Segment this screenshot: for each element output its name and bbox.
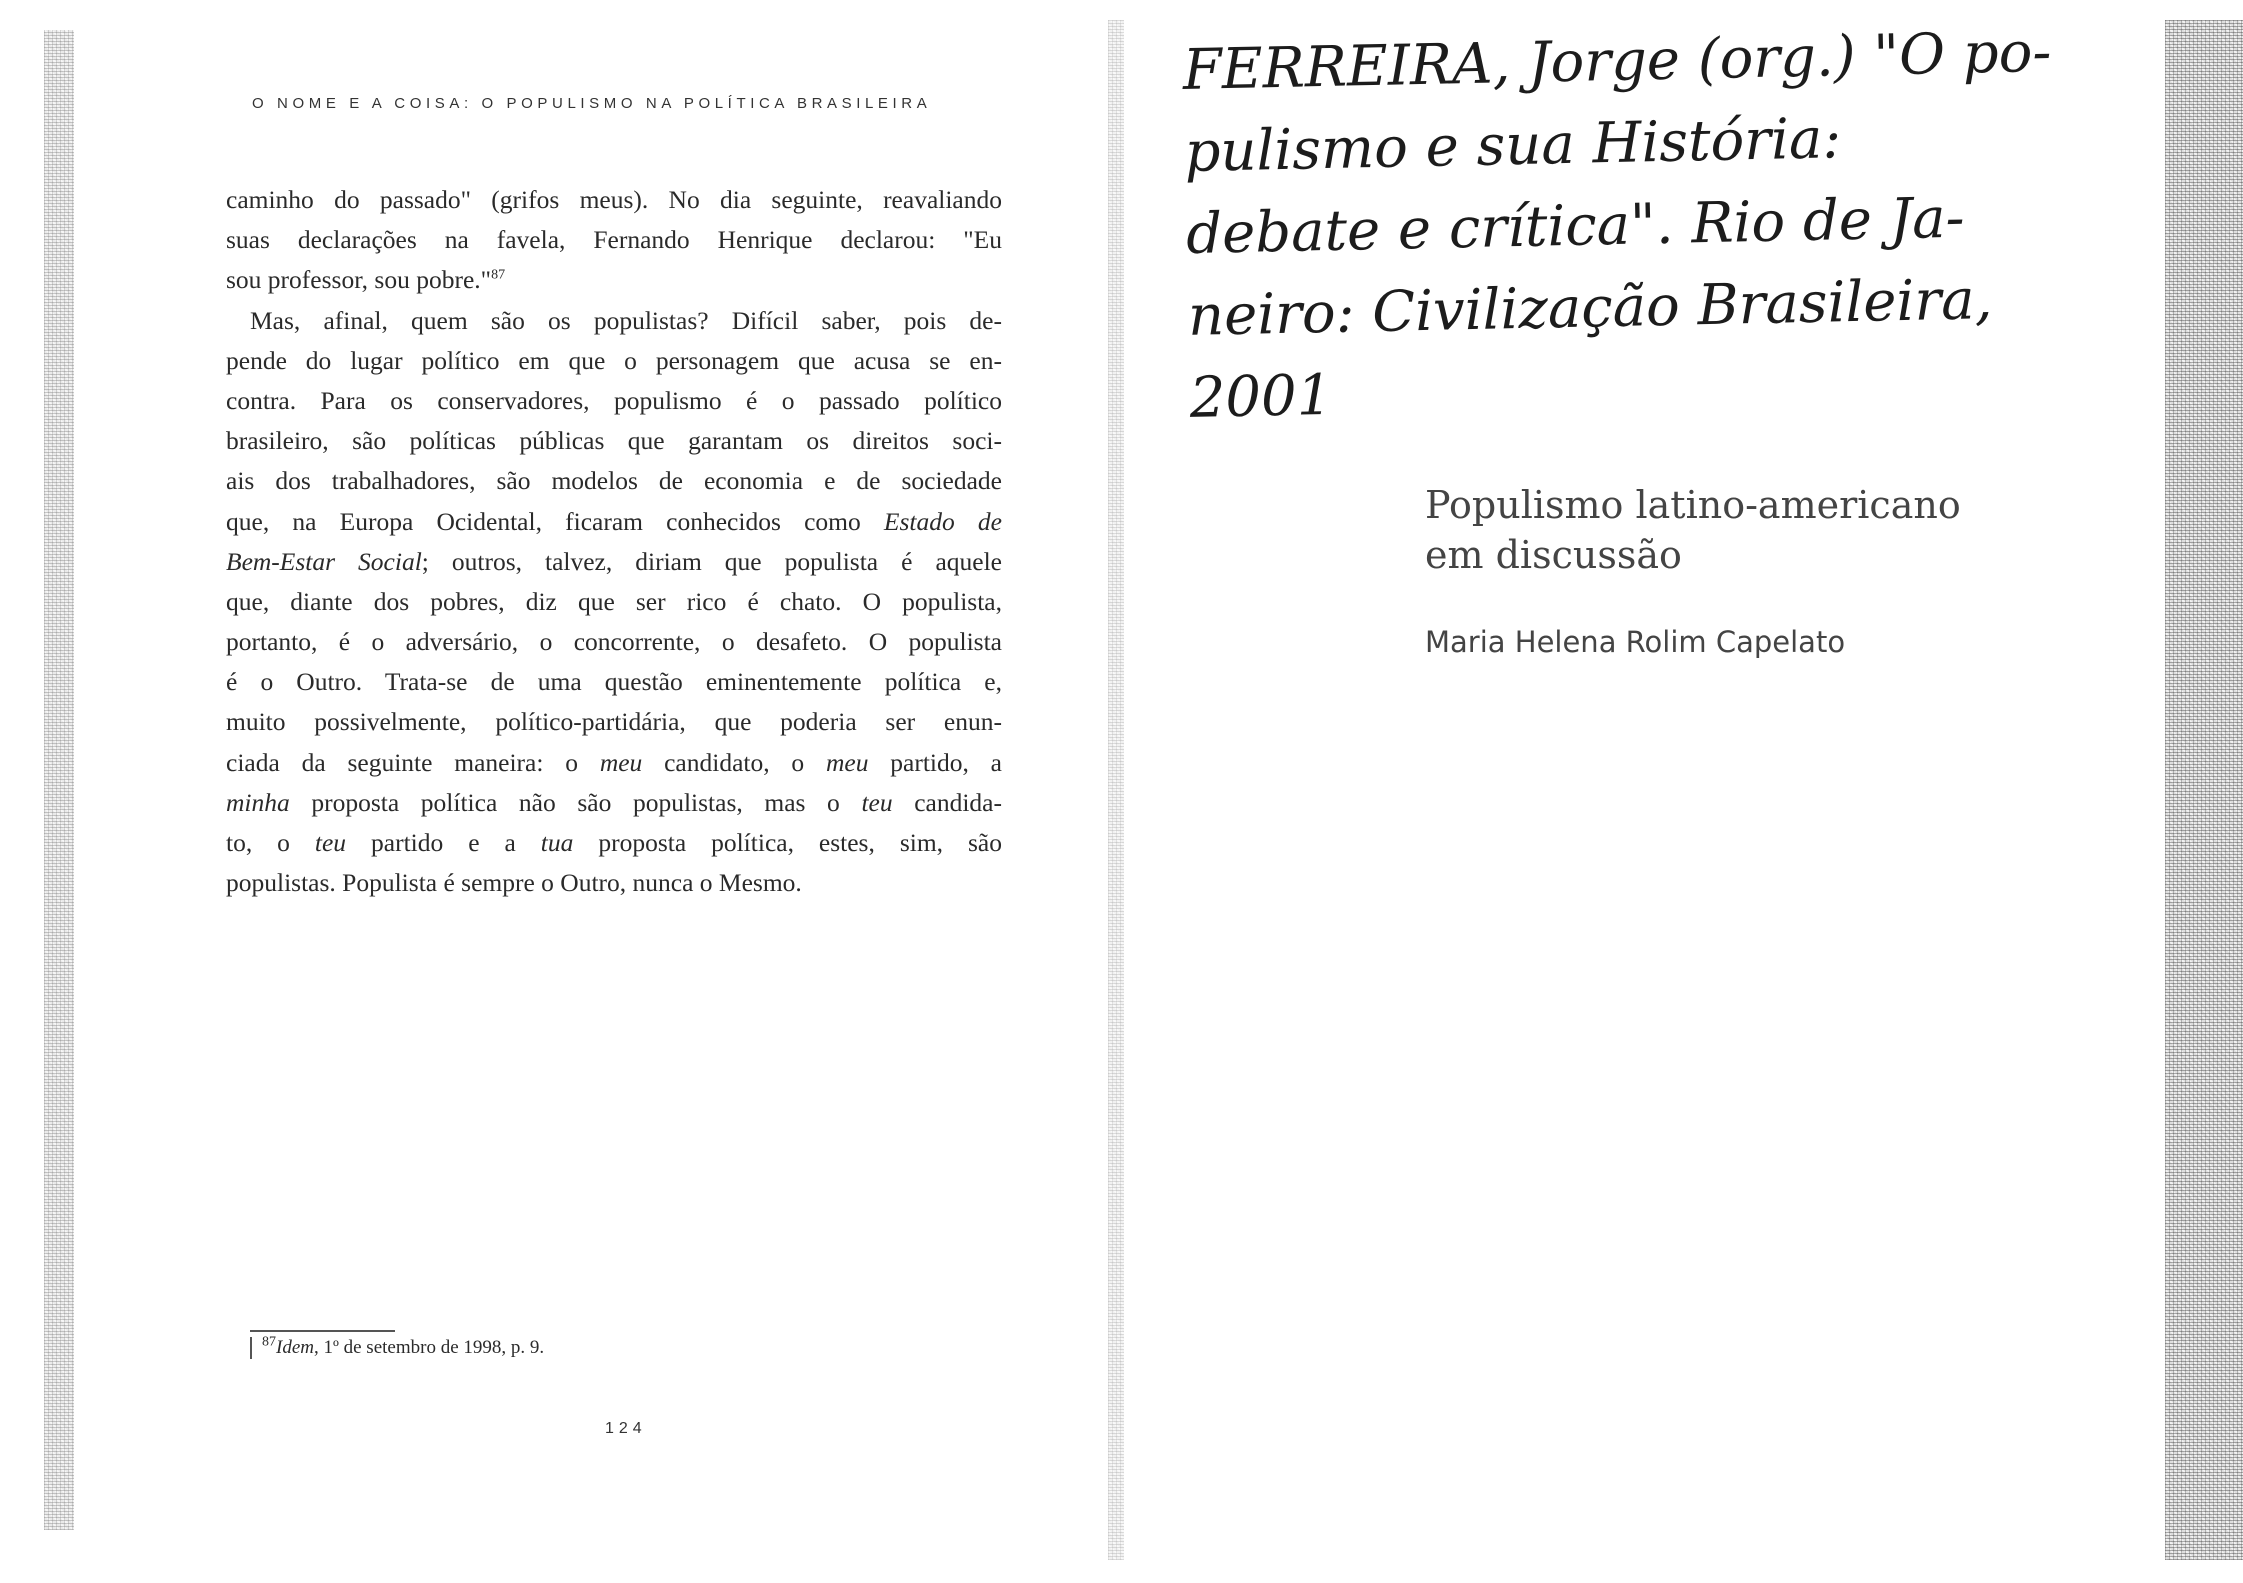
footnote-text: , 1º de setembro de 1998, p. 9. xyxy=(313,1337,545,1358)
text-segment: ; outros, talvez, diriam que populista é aquele xyxy=(421,546,1002,576)
chapter-author: Maria Helena Rolim Capelato xyxy=(1425,625,1846,659)
scan-noise-right xyxy=(2165,20,2243,1560)
handwritten-line: pulismo e sua História: xyxy=(1183,106,1842,185)
body-text xyxy=(226,180,1002,903)
text-segment: que, na Europa Ocidental, ficaram conhecidos como xyxy=(226,506,884,536)
italic-text: minha xyxy=(226,787,290,817)
text-line: pende do lugar político em que o personagem que acusa se en- xyxy=(226,345,1002,375)
scan-noise-left xyxy=(44,30,74,1530)
chapter-title-line: em discussão xyxy=(1425,533,1682,577)
italic-text: teu xyxy=(314,828,347,857)
running-head: O NOME E A COISA: O POPULISMO NA POLÍTICA BRASILEIRA xyxy=(252,95,932,112)
handwritten-line: FERREIRA, Jorge (org.) "O po- xyxy=(1182,19,2052,103)
text-line: é o Outro. Trata-se de uma questão eminentemente política e, xyxy=(226,667,1002,697)
italic-text: Estado de xyxy=(883,506,1002,536)
text-segment: proposta política não são populistas, mas o xyxy=(289,787,862,817)
italic-text: Bem-Estar Social xyxy=(226,546,422,576)
handwritten-line: 2001 xyxy=(1189,362,1333,431)
text-line xyxy=(226,823,1002,863)
handwritten-line: debate e crítica". Rio de Ja- xyxy=(1185,185,1966,267)
text-line: muito possivelmente, político-partidária, que poderia ser enun- xyxy=(226,707,1002,737)
text-segment: to, o xyxy=(226,828,315,857)
italic-text: teu xyxy=(861,787,893,817)
text-line xyxy=(226,260,1002,300)
text-segment: candidato, o xyxy=(642,747,826,777)
text-line: suas declarações na favela, Fernando Henrique declarou: "Eu xyxy=(226,225,1002,255)
footnote-rule xyxy=(250,1330,395,1332)
text-line xyxy=(226,743,1002,783)
page-number: 124 xyxy=(605,1420,647,1437)
text-line: portanto, é o adversário, o concorrente, o desafeto. O populista xyxy=(226,627,1002,657)
footnote-reference: 87 xyxy=(491,267,506,283)
text-line: contra. Para os conservadores, populismo é o passado político xyxy=(226,385,1002,415)
text-segment: candida- xyxy=(892,787,1002,817)
text-segment: proposta política, estes, sim, são xyxy=(573,828,1002,857)
text-line xyxy=(226,542,1002,582)
text-segment: partido, a xyxy=(868,747,1002,777)
chapter-title-line: Populismo latino-americano xyxy=(1425,483,1961,527)
text-line: populistas. Populista é sempre o Outro, nunca o Mesmo. xyxy=(226,868,802,898)
italic-text: meu xyxy=(599,747,643,777)
text-line: brasileiro, são políticas públicas que garantam os direitos soci- xyxy=(226,426,1002,456)
text-line xyxy=(226,502,1002,542)
text-line: caminho do passado" (grifos meus). No dia seguinte, reavaliando xyxy=(226,185,1002,214)
footnote xyxy=(250,1334,545,1359)
italic-text: meu xyxy=(825,747,869,777)
text-segment: partido e a xyxy=(346,828,541,857)
text-line: ais dos trabalhadores, são modelos de economia e de sociedade xyxy=(226,466,1002,496)
handwritten-note xyxy=(1182,10,2150,440)
footnote-number: 87 xyxy=(262,1334,276,1350)
footnote-italic: Idem xyxy=(276,1337,314,1358)
text-segment: ciada da seguinte maneira: o xyxy=(226,747,600,777)
text-line xyxy=(226,783,1002,823)
text-line: que, diante dos pobres, diz que ser rico é chato. O populista, xyxy=(226,586,1002,616)
text-segment: sou professor, sou pobre." xyxy=(226,265,492,295)
handwritten-line: neiro: Civilização Brasileira, xyxy=(1187,267,1993,349)
italic-text: tua xyxy=(540,828,574,857)
chapter-title xyxy=(1425,480,1961,580)
text-line: Mas, afinal, quem são os populistas? Difícil saber, pois de- xyxy=(250,305,1002,335)
scan-noise-gutter xyxy=(1108,20,1124,1560)
